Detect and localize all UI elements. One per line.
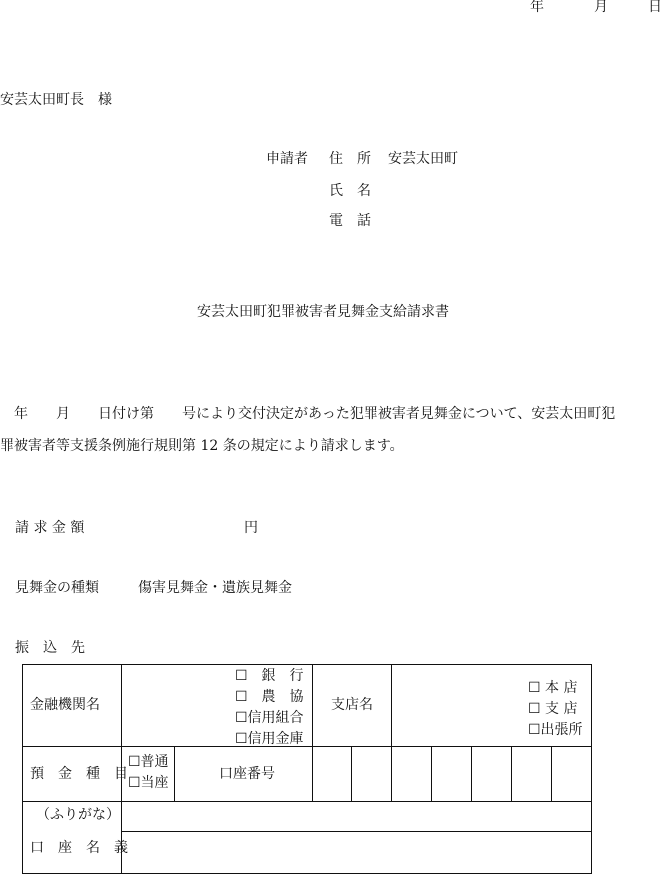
row-divider [22, 746, 592, 747]
institution-label: 金融機関名 [30, 697, 100, 713]
institution-option-agri-coop[interactable]: ☐ 農 協 [235, 689, 304, 705]
col-divider [174, 746, 175, 801]
branch-label: 支店名 [331, 697, 373, 713]
furigana-label: （ふりがな） [36, 807, 120, 823]
col-divider [391, 664, 392, 746]
branch-option-head-office[interactable]: ☐ 本 店 [528, 680, 578, 696]
address-label: 住 所 [329, 151, 371, 167]
holder-name-input[interactable] [122, 832, 590, 873]
date-day: 日 [648, 0, 662, 15]
holder-label: 口 座 名 義 [30, 840, 128, 856]
digit-divider [391, 746, 392, 801]
institution-option-bank[interactable]: ☐ 銀 行 [235, 668, 304, 684]
furigana-input[interactable] [122, 802, 590, 830]
phone-label: 電 話 [329, 213, 371, 229]
amount-label: 請 求 金 額 [15, 520, 85, 536]
deposit-option-ordinary[interactable]: ☐普通 [128, 754, 169, 770]
transfer-label: 振 込 先 [15, 640, 85, 656]
document-title: 安芸太田町犯罪被害者見舞金支給請求書 [197, 304, 449, 320]
address-value: 安芸太田町 [388, 151, 458, 167]
date-month: 月 [594, 0, 608, 15]
applicant-label: 申請者 [266, 151, 308, 167]
date-year: 年 [530, 0, 544, 15]
deposit-options [128, 752, 169, 794]
branch-option-branch[interactable]: ☐ 支 店 [528, 701, 578, 717]
amount-unit: 円 [244, 520, 258, 536]
body-paragraph [0, 398, 667, 462]
digit-divider [551, 746, 552, 801]
account-number-label: 口座番号 [219, 766, 275, 782]
digit-divider [351, 746, 352, 801]
deposit-label: 預 金 種 目 [30, 766, 128, 782]
body-line-1: 年 月 日付け第 号により交付決定があった犯罪被害者見舞金について、安芸太田町犯 [14, 406, 616, 422]
name-label: 氏 名 [329, 183, 371, 199]
institution-option-credit-bank[interactable]: ☐信用金庫 [235, 731, 304, 747]
type-value: 傷害見舞金・遺族見舞金 [138, 580, 292, 596]
branch-options [528, 678, 583, 741]
digit-divider [431, 746, 432, 801]
branch-option-sub-branch[interactable]: ☐出張所 [528, 722, 583, 738]
type-label: 見舞金の種類 [15, 580, 99, 596]
digit-divider [511, 746, 512, 801]
institution-options [235, 666, 304, 750]
institution-option-credit-union[interactable]: ☐信用組合 [235, 710, 304, 726]
body-line-2: 罪被害者等支援条例施行規則第 12 条の規定により請求します。 [0, 438, 404, 454]
col-divider [312, 664, 313, 801]
digit-divider [471, 746, 472, 801]
deposit-option-current[interactable]: ☐当座 [128, 775, 169, 791]
addressee: 安芸太田町長 様 [0, 92, 112, 108]
